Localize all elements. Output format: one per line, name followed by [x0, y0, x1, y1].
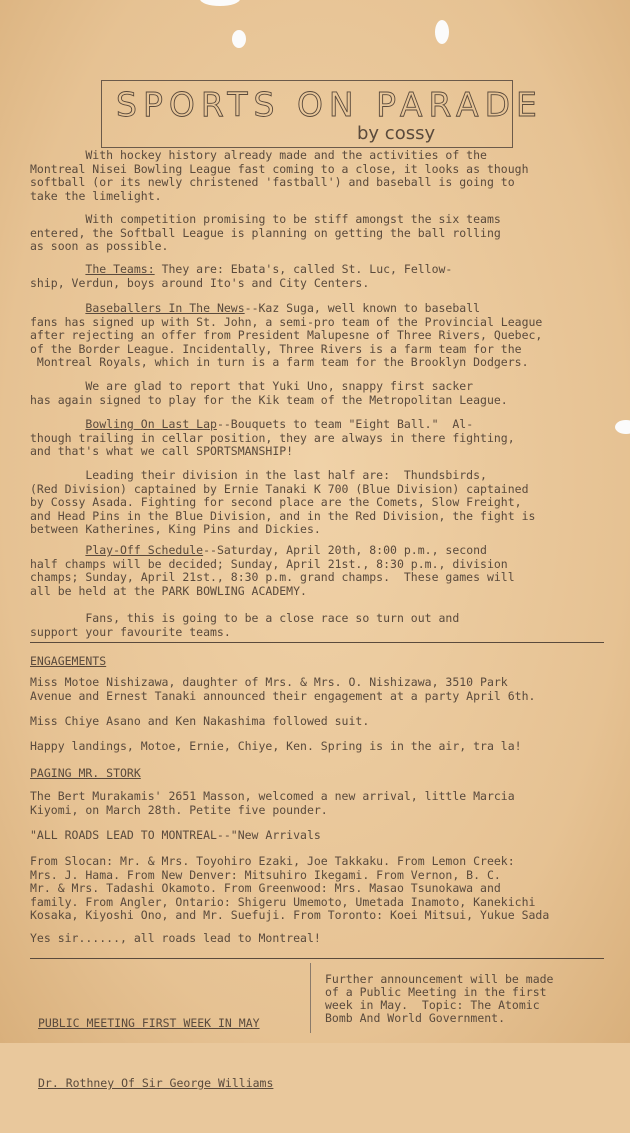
section-divider [30, 642, 604, 643]
title-box [101, 80, 543, 148]
bowling-body: --Bouquets to team "Eight Ball." Al- though trailing in cellar position, they are always in there fighting, and that's what we call SPORTSMANSHIP! [30, 417, 515, 458]
engagement-2: Miss Chiye Asano and Ken Nakashima followed suit. [30, 714, 370, 728]
bowling-paragraph [30, 418, 605, 459]
page-edge-chip [615, 420, 630, 434]
teams-body: They are: Ebata's, called St. Luc, Fellow- ship, Verdun, boys around Ito's and City Centers. [30, 262, 453, 290]
bowling-heading: Bowling On Last Lap [85, 417, 217, 431]
punch-hole [232, 30, 246, 48]
intro-paragraph: With hockey history already made and the activities of the Montreal Nisei Bowling League fast coming to a close, it looks as though softball (or its newly christened 'fastball') and baseball is going to take the limelight. [30, 148, 529, 203]
engagement-1: Miss Motoe Nishizawa, daughter of Mrs. & Mrs. O. Nishizawa, 3510 Park Avenue and Ernest Tanaki announced their engagement at a party April 6th. [30, 675, 536, 703]
page-title: SPORTS ON PARADE [116, 85, 543, 124]
roads-body: From Slocan: Mr. & Mrs. Toyohiro Ezaki, Joe Takkaku. From Lemon Creek: Mrs. J. Hama. From New Denver: Mitsuhiro Ikegami. From Vernon, B. C. Mr. & Mrs. Tadashi Okamoto. From Greenwood: Mrs. Masao Tsunokawa and family. From Angler, Ontario: Shigeru Umemoto, Umetada Inamoto, Kanekichi Kosaka, Kiyoshi Ono, and Mr. Suefuji. From Toronto: Koei Mitsui, Yukue Sada [30, 854, 550, 922]
meeting-speaker: Dr. Rothney Of Sir George Williams [38, 1076, 274, 1090]
footer-left [38, 973, 273, 1133]
stork-body: The Bert Murakamis' 2651 Masson, welcomed a new arrival, little Marcia Kiyomi, on March 28th. Petite five pounder. [30, 789, 515, 817]
roads-heading: "ALL ROADS LEAD TO MONTREAL--"New Arrivals [30, 828, 321, 842]
stork-heading: PAGING MR. STORK [30, 766, 141, 780]
uno-paragraph: We are glad to report that Yuki Uno, snappy first sacker has again signed to play for the Kik team of the Metropolitan League. [30, 379, 508, 407]
playoff-paragraph [30, 544, 605, 598]
punch-hole [435, 20, 449, 44]
playoff-heading: Play-Off Schedule [85, 543, 204, 557]
footer-divider [30, 958, 604, 959]
engagement-3: Happy landings, Motoe, Ernie, Chiye, Ken. Spring is in the air, tra la! [30, 739, 522, 753]
baseball-body: --Kaz Suga, well known to baseball fans has signed up with St. John, a semi-pro team of the Provincial League after rejecting an offer from President Malupesne of Three Rivers, Quebec, of the Border League. Incidentally, Three Rivers is a farm team for the Montreal Royals, which in turn is a farm team for the Brooklyn Dodgers. [30, 301, 543, 369]
playoff-body: --Saturday, April 20th, 8:00 p.m., second half champs will be decided; Sunday, April 21st., 8:30 p.m., division champs; Sunday, April 21st., 8:30 p.m. grand champs. These games will all be held at the PARK BOWLING ACADEMY. [30, 543, 515, 598]
roads-closing: Yes sir......, all roads lead to Montreal! [30, 931, 321, 945]
baseball-heading: Baseballers In The News [85, 301, 245, 315]
engagements-heading: ENGAGEMENTS [30, 654, 107, 668]
teams-paragraph [30, 263, 605, 290]
softball-paragraph: With competition promising to be stiff amongst the six teams entered, the Softball League is planning on getting the ball rolling as soon as possible. [30, 212, 501, 253]
closing-paragraph: Fans, this is going to be a close race so turn out and support your favourite teams. [30, 611, 460, 639]
footer-column-divider [310, 963, 311, 1033]
byline: by cossy [357, 123, 436, 144]
standings-paragraph: Leading their division in the last half are: Thundsbirds, (Red Division) captained by Ernie Tanaki K 700 (Blue Division) captained by Cossy Asada. Fighting for second place are the Comets, Slow Freight, and Head Pins in the Blue Division, and in the Red Division, the fight is between Katherines, King Pins and Dickies. [30, 468, 536, 536]
teams-heading: The Teams: [85, 262, 155, 276]
baseball-paragraph [30, 302, 605, 370]
meeting-announcement: Further announcement will be made of a Public Meeting in the first week in May. Topic: The Atomic Bomb And World Government. [325, 972, 554, 1025]
meeting-heading: PUBLIC MEETING FIRST WEEK IN MAY [38, 1016, 260, 1030]
page-edge-chip [200, 0, 240, 6]
